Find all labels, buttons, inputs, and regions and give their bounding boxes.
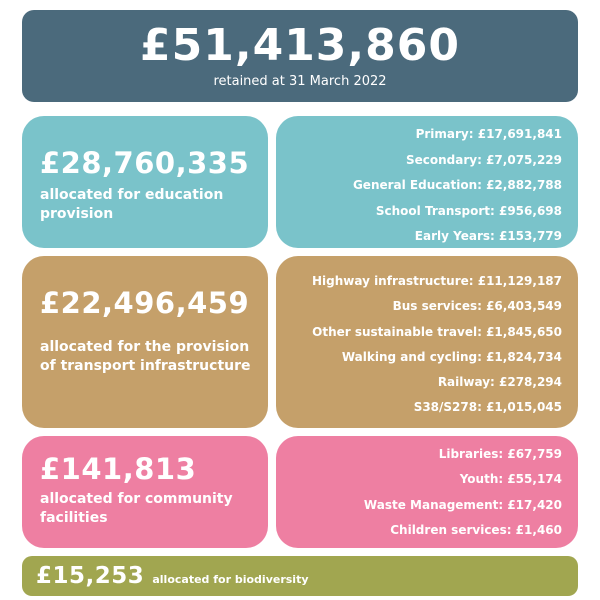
education-amount: £28,760,335 [40, 146, 250, 180]
education-item-secondary: Secondary: £7,075,229 [406, 152, 562, 167]
community-item-children: Children services: £1,460 [390, 522, 562, 537]
transport-item-bus: Bus services: £6,403,549 [392, 299, 562, 314]
total-caption: retained at 31 March 2022 [213, 74, 387, 89]
community-caption: allocated for community facilities [40, 491, 233, 526]
biodiversity-banner [22, 556, 578, 596]
community-item-libraries: Libraries: £67,759 [438, 447, 562, 461]
education-item-early-years: Early Years: £153,779 [414, 229, 562, 243]
biodiversity-caption: allocated for biodiversity [152, 573, 309, 586]
transport-item-railway: Railway: £278,294 [437, 375, 562, 390]
transport-breakdown-card [276, 256, 578, 428]
transport-item-highway: Highway infrastructure: £11,129,187 [311, 274, 562, 288]
education-caption: allocated for education provision [40, 187, 224, 222]
community-amount: £141,813 [40, 452, 197, 486]
community-breakdown-card [276, 436, 578, 548]
education-item-school-transport: School Transport: £956,698 [375, 203, 562, 218]
education-item-primary: Primary: £17,691,841 [415, 127, 562, 141]
community-item-youth: Youth: £55,174 [459, 472, 562, 487]
transport-item-sustainable-travel: Other sustainable travel: £1,845,650 [312, 324, 562, 339]
education-summary-card [22, 116, 268, 248]
community-summary-card [22, 436, 268, 548]
total-amount: £51,413,860 [140, 20, 460, 71]
transport-item-walking-cycling: Walking and cycling: £1,824,734 [341, 349, 562, 364]
total-banner [22, 10, 578, 102]
community-item-waste: Waste Management: £17,420 [363, 497, 562, 512]
transport-caption: allocated for the provision of transport infrastructure [40, 339, 251, 374]
transport-summary-card [22, 256, 268, 428]
education-breakdown-card [276, 116, 578, 248]
transport-item-s38-s278: S38/S278: £1,015,045 [413, 400, 562, 415]
transport-amount: £22,496,459 [40, 286, 250, 320]
biodiversity-amount: £15,253 [36, 563, 145, 589]
education-item-general: General Education: £2,882,788 [352, 178, 562, 192]
